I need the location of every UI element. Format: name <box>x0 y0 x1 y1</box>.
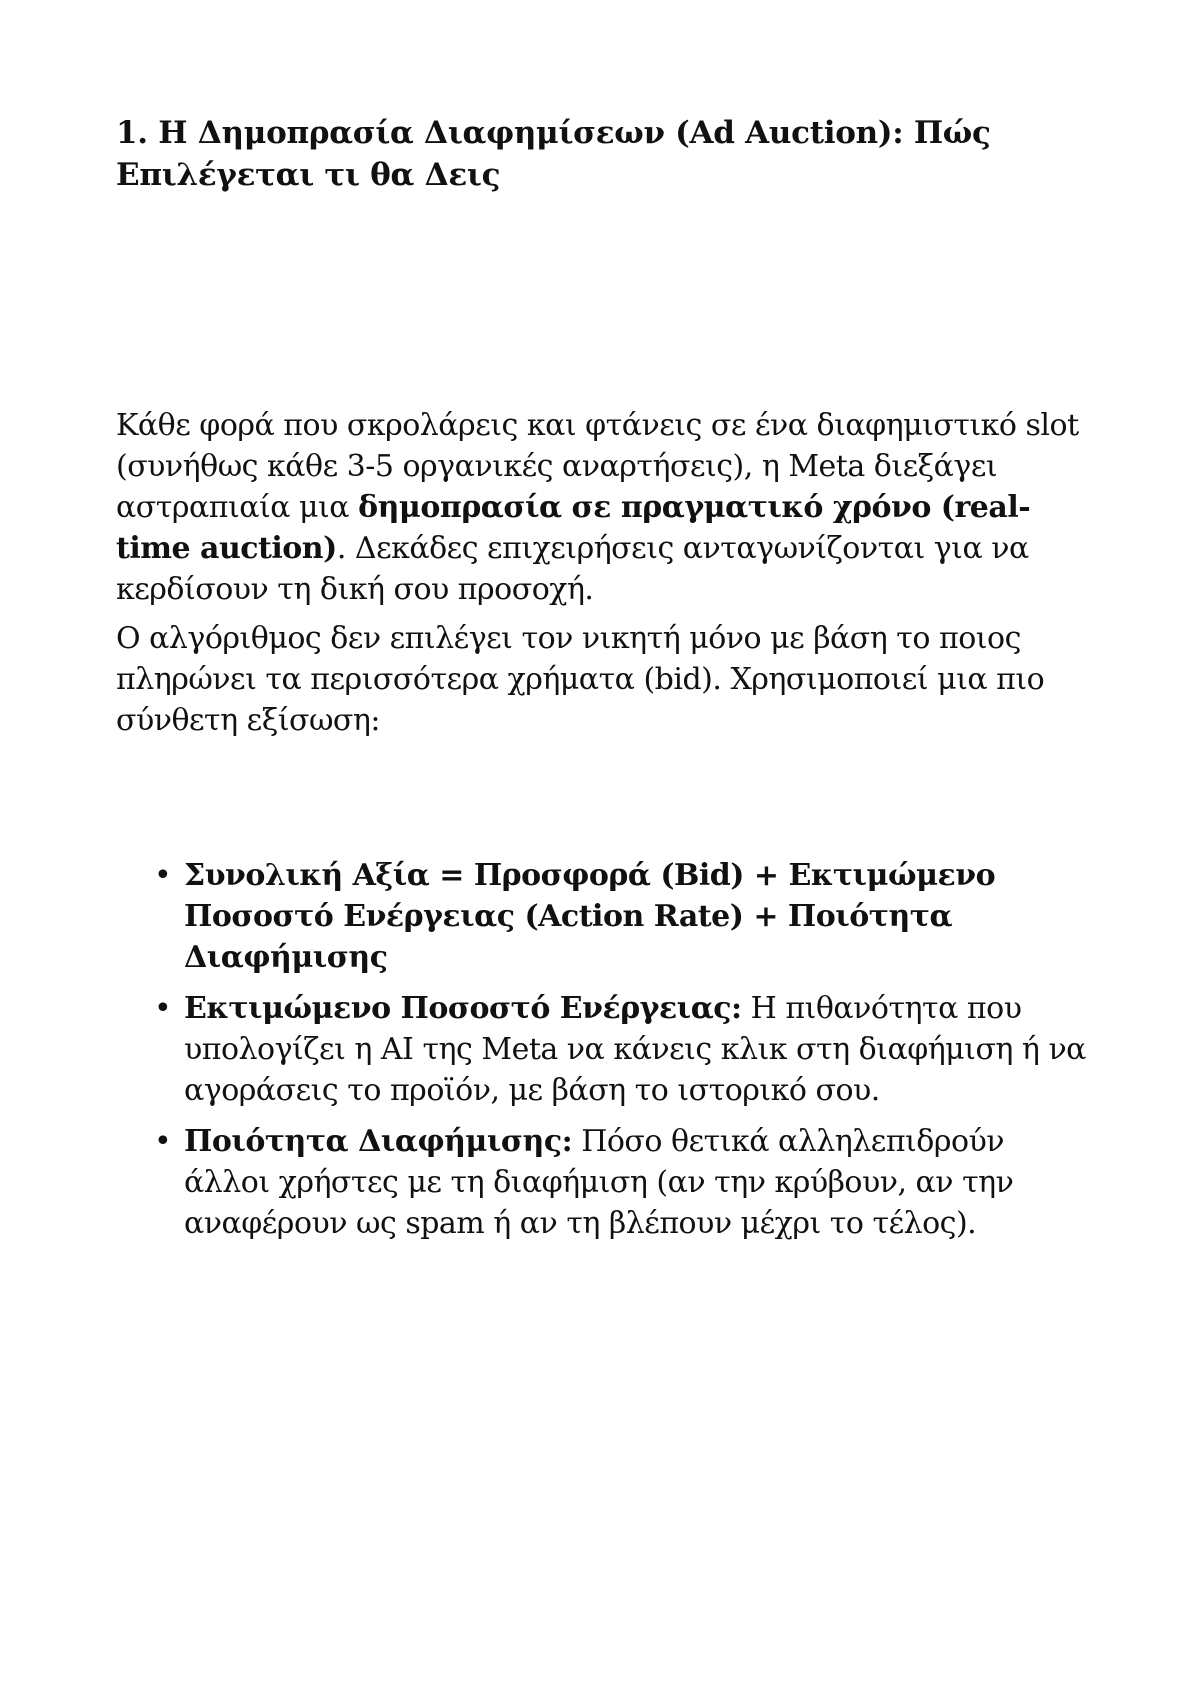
paragraph-text: . Δεκάδες επιχειρήσεις ανταγωνίζονται για να κερδίσουν τη δική σου προσοχή. <box>116 531 1029 607</box>
list-item-bold: Εκτιμώμενο Ποσοστό Ενέργειας: <box>184 991 742 1026</box>
list-item-bold: Ποιότητα Διαφήμισης: <box>184 1124 573 1159</box>
paragraph-algorithm: Ο αλγόριθμος δεν επιλέγει τον νικητή μόνο με βάση το ποιος πληρώνει τα περισσότερα χρήματα (bid). Χρησιμοποιεί μια πιο σύνθετη εξίσωση: <box>116 621 1045 738</box>
list-item-bold: Συνολική Αξία = Προσφορά (Bid) + Εκτιμώμενο Ποσοστό Ενέργειας (Action Rate) + Ποιότητα Διαφήμισης <box>184 858 996 975</box>
paragraph-text: Κάθε φορά που σκρολάρεις και φτάνεις σε ένα διαφημιστικό slot (συνήθως κάθε 3-5 οργανικές αναρτήσεις), η Meta διεξάγει αστραπιαία μια <box>116 408 1079 525</box>
bullet-icon: • <box>154 1124 172 1159</box>
list-item <box>116 855 1096 978</box>
list-item <box>116 988 1096 1111</box>
list-item-text: Πόσο θετικά αλληλεπιδρούν άλλοι χρήστες με τη διαφήμιση (αν την κρύβουν, αν την αναφέρουν ως spam ή αν τη βλέπουν μέχρι το τέλος). <box>184 1124 1014 1241</box>
bullet-icon: • <box>154 858 172 893</box>
paragraph-auction-intro <box>116 405 1096 610</box>
section-heading: 1. Η Δημοπρασία Διαφημίσεων (Ad Auction): Πώς Επιλέγεται τι θα Δεις <box>116 115 991 193</box>
bullet-list <box>116 855 1096 1254</box>
bullet-icon: • <box>154 991 172 1026</box>
paragraph-bold-text: δημοπρασία σε πραγματικό χρόνο (real-time auction) <box>116 490 1031 566</box>
body-text <box>116 405 1096 749</box>
list-item <box>116 1121 1096 1244</box>
list-item-text: Η πιθανότητα που υπολογίζει η AI της Meta να κάνεις κλικ στη διαφήμιση ή να αγοράσεις το προϊόν, με βάση το ιστορικό σου. <box>184 991 1086 1108</box>
